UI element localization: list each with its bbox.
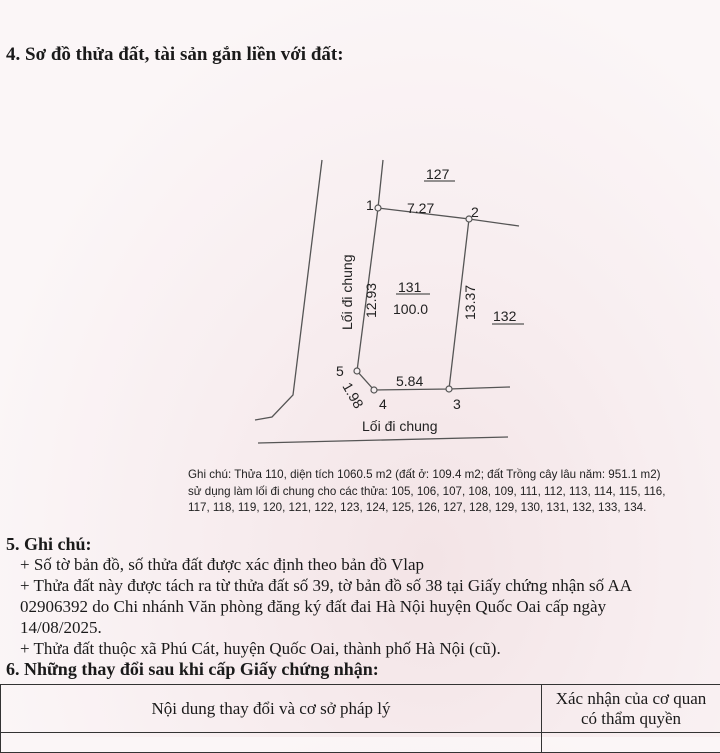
note-line: + Thửa đất thuộc xã Phú Cát, huyện Quốc Oai, thành phố Hà Nội (cũ). <box>20 638 632 659</box>
diagram-note <box>188 467 665 517</box>
point-3-marker <box>446 386 452 392</box>
section-5-title: 5. Ghi chú: <box>6 534 92 555</box>
road-bottom-label: Lối đi chung <box>362 418 438 434</box>
column-header-content: Nội dung thay đổi và cơ sở pháp lý <box>1 685 542 733</box>
point-1-marker <box>375 205 381 211</box>
empty-cell <box>1 733 542 753</box>
note-line: Ghi chú: Thửa 110, diện tích 1060.5 m2 (đất ở: 109.4 m2; đất Trồng cây lâu năm: 951.1 m2) <box>188 467 665 484</box>
point-1-label: 1 <box>366 197 374 213</box>
point-4-marker <box>371 387 377 393</box>
column-header-confirmation <box>542 685 720 733</box>
parcel-area: 100.0 <box>393 301 428 317</box>
road-left-label: Lối đi chung <box>339 254 355 330</box>
road-bottom-boundary <box>258 437 508 443</box>
note-line: 02906392 do Chi nhánh Văn phòng đăng ký đất đai Hà Nội huyện Quốc Oai cấp ngày <box>20 596 632 617</box>
note-line: 117, 118, 119, 120, 121, 122, 123, 124, 125, 126, 127, 128, 129, 130, 131, 132, 133, 134. <box>188 500 665 517</box>
extension-line-bottom <box>449 387 510 389</box>
neighbor-right-label: 132 <box>493 308 517 324</box>
point-5-marker <box>354 368 360 374</box>
parcel-number: 131 <box>398 279 422 295</box>
edge-2-3-length: 13.37 <box>462 285 478 320</box>
note-line: sử dụng làm lối đi chung cho các thửa: 105, 106, 107, 108, 109, 111, 112, 113, 114, 115, 116, <box>188 484 665 501</box>
point-5-label: 5 <box>336 363 344 379</box>
edge-4-5-length: 1.98 <box>339 380 367 412</box>
extension-line-right <box>469 219 519 226</box>
empty-cell <box>542 733 720 753</box>
note-line: + Số tờ bản đồ, số thửa đất được xác định theo bản đồ Vlap <box>20 554 632 575</box>
header-line: Xác nhận của cơ quan <box>543 689 719 709</box>
road-left-boundary <box>255 160 322 420</box>
point-4-label: 4 <box>379 396 387 412</box>
section-4-title: 4. Sơ đồ thửa đất, tài sản gắn liền với đất: <box>6 44 344 66</box>
edge-3-4-length: 5.84 <box>396 373 423 389</box>
section-6-title: 6. Những thay đổi sau khi cấp Giấy chứng nhận: <box>6 659 379 680</box>
note-line: + Thửa đất này được tách ra từ thửa đất số 39, tờ bản đồ số 38 tại Giấy chứng nhận số AA <box>20 575 632 596</box>
extension-line-top <box>378 160 383 208</box>
note-line: 14/08/2025. <box>20 617 632 638</box>
point-3-label: 3 <box>453 396 461 412</box>
edge-1-2-length: 7.27 <box>407 200 434 216</box>
changes-table <box>0 684 720 753</box>
header-line: có thẩm quyền <box>543 709 719 729</box>
section-5-notes <box>20 554 632 659</box>
neighbor-top-label: 127 <box>426 166 450 182</box>
edge-5-1-length: 12.93 <box>363 283 379 318</box>
point-2-label: 2 <box>471 204 479 220</box>
